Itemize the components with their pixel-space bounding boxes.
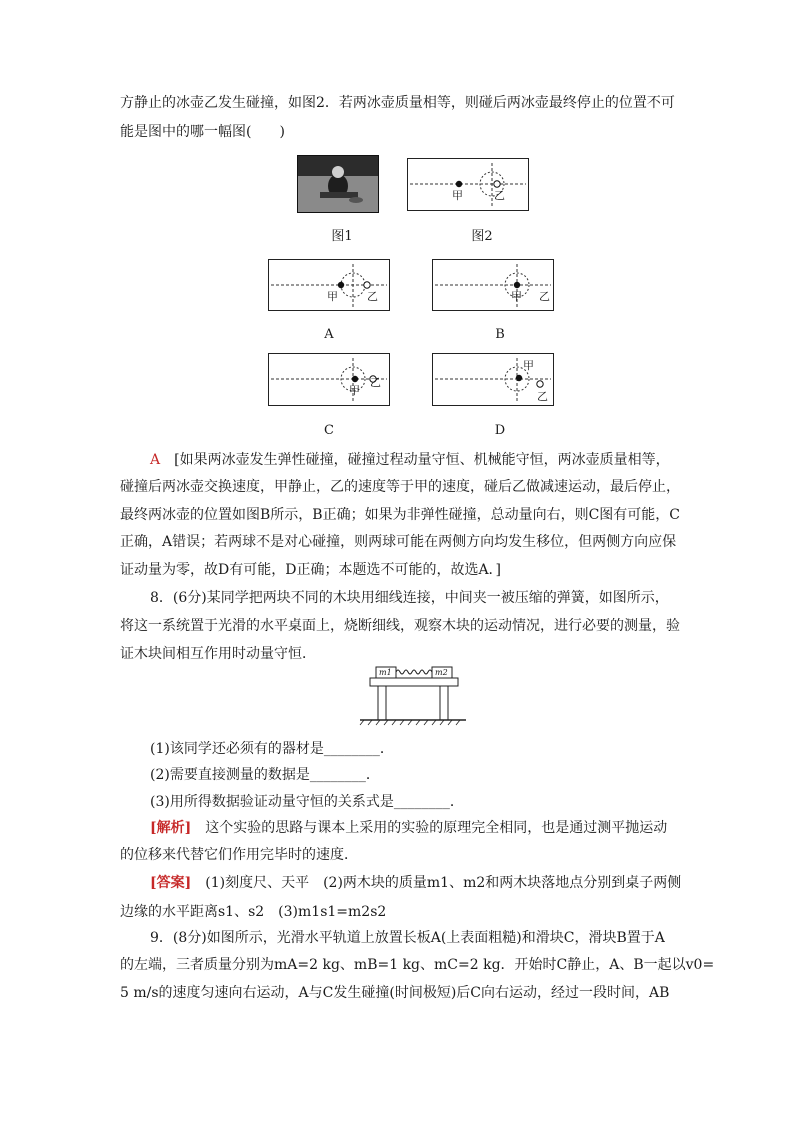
q8-analysis-line1 bbox=[150, 819, 667, 837]
q8-line3: 证木块间相互作用时动量守恒． bbox=[120, 646, 316, 662]
answer7-text: [如果两冰壶发生弹性碰撞，碰撞过程动量守恒、机械能守恒，两冰壶质量相等， bbox=[160, 452, 670, 468]
option-c-label-jia: 甲 bbox=[349, 384, 360, 397]
option-c-caption: C bbox=[324, 423, 334, 438]
option-a-diagram bbox=[268, 259, 390, 311]
option-a-caption: A bbox=[324, 327, 334, 342]
fig2-label-jia: 甲 bbox=[452, 189, 463, 202]
q9-line2: 的左端，三者质量分别为mA=2 kg、mB=1 kg、mC=2 kg．开始时C静止，A、B一起以v0= bbox=[120, 957, 715, 973]
answer7-line3: 最终两冰壶的位置如图B所示，B正确；如果为非弹性碰撞，总动量向右，则C图有可能，C bbox=[120, 507, 680, 523]
answer-tag: [答案] bbox=[150, 875, 192, 891]
figure1-caption: 图1 bbox=[331, 229, 353, 244]
q7-text-line2: 能是图中的哪一幅图( ) bbox=[120, 124, 285, 140]
option-d-label-yi: 乙 bbox=[537, 390, 548, 403]
figure2-diagram bbox=[407, 158, 529, 211]
block-m2-label: m2 bbox=[435, 668, 448, 677]
curling-photo-graphic bbox=[298, 156, 378, 212]
block-m1-label: m1 bbox=[379, 668, 392, 677]
q8-answer-line1 bbox=[150, 874, 681, 892]
q9-line3: 5 m/s的速度匀速向右运动，A与C发生碰撞(时间极短)后C向右运动，经过一段时间，AB bbox=[120, 985, 670, 1001]
q8-sub1: (1)该同学还必须有的器材是________． bbox=[150, 741, 394, 757]
analysis-text: 这个实验的思路与课本上采用的实验的原理完全相同，也是通过测平抛运动 bbox=[191, 820, 668, 836]
option-a-label-jia: 甲 bbox=[327, 290, 338, 303]
option-b-caption: B bbox=[495, 327, 505, 342]
fig2-label-yi: 乙 bbox=[494, 189, 505, 202]
option-d-diagram bbox=[432, 353, 554, 406]
option-b-label-jia: 甲 bbox=[511, 290, 522, 303]
option-d-label-jia: 甲 bbox=[523, 359, 534, 372]
answer7-line2: 碰撞后两冰壶交换速度，甲静止，乙的速度等于甲的速度，碰后乙做减速运动，最后停止， bbox=[120, 479, 680, 495]
table-spring-drawing bbox=[358, 664, 468, 726]
option-b-label-yi: 乙 bbox=[539, 290, 550, 303]
option-b-diagram bbox=[432, 259, 554, 311]
q8-apparatus-diagram bbox=[358, 664, 468, 726]
option-d-caption: D bbox=[494, 423, 506, 438]
figure1-photo bbox=[297, 155, 379, 213]
figure2-caption: 图2 bbox=[471, 229, 493, 244]
q8-analysis-line2: 的位移来代替它们作用完毕时的速度． bbox=[120, 847, 358, 863]
q8-line2: 将这一系统置于光滑的水平桌面上，烧断细线，观察木块的运动情况，进行必要的测量，验 bbox=[120, 618, 680, 634]
q9-line1: 9．(8分)如图所示，光滑水平轨道上放置长板A(上表面粗糙)和滑块C，滑块B置于A bbox=[150, 930, 665, 946]
q8-line1: 8．(6分)某同学把两块不同的木块用细线连接，中间夹一被压缩的弹簧，如图所示， bbox=[150, 590, 669, 606]
figure2-drawing bbox=[408, 159, 528, 210]
q7-text-line1: 方静止的冰壶乙发生碰撞，如图2．若两冰壶质量相等，则碰后两冰壶最终停止的位置不可 bbox=[120, 95, 675, 111]
answer7-letter: A bbox=[150, 452, 161, 468]
answer7-line5: 证动量为零，故D有可能，D正确；本题选不可能的，故选A．] bbox=[120, 562, 502, 578]
option-c-diagram bbox=[268, 353, 390, 406]
option-a-label-yi: 乙 bbox=[367, 290, 378, 303]
answer7-line4: 正确，A错误；若两球不是对心碰撞，则两球可能在两侧方向均发生移位，但两侧方向应保 bbox=[120, 534, 677, 550]
q8-sub2: (2)需要直接测量的数据是________． bbox=[150, 767, 380, 783]
answer7-line1 bbox=[150, 451, 670, 469]
analysis-tag: [解析] bbox=[150, 820, 192, 836]
q8-answer-line2: 边缘的水平距离s1、s2 (3)m1s1=m2s2 bbox=[120, 904, 387, 920]
answer-text: (1)刻度尺、天平 (2)两木块的质量m1、m2和两木块落地点分别到桌子两侧 bbox=[191, 875, 682, 891]
option-c-label-yi: 乙 bbox=[370, 376, 381, 389]
q8-sub3: (3)用所得数据验证动量守恒的关系式是________． bbox=[150, 794, 464, 810]
